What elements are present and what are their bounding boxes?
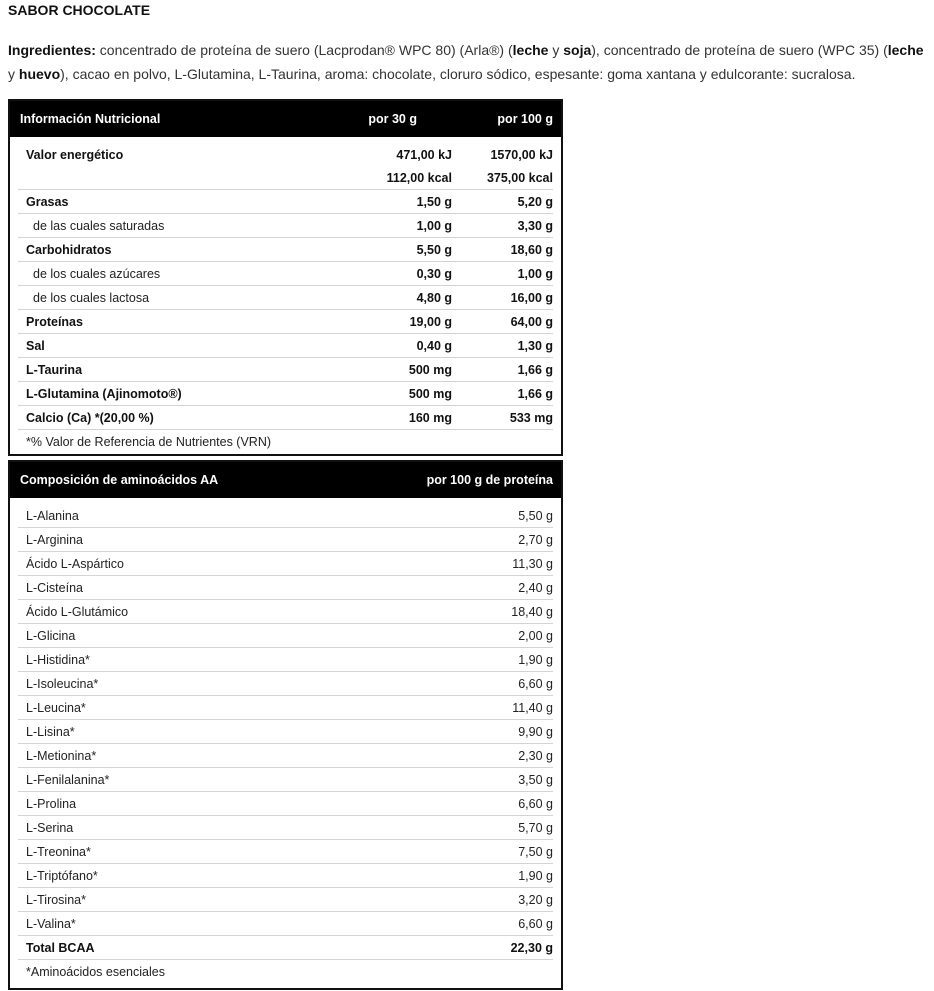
- nutrition-header-per-30g: por 30 g: [368, 112, 417, 126]
- table-row: [18, 214, 553, 238]
- table-row: [18, 936, 553, 960]
- amino-rows: [18, 504, 553, 983]
- row-value-per-100g: 64,00 g: [510, 315, 553, 329]
- table-row: [18, 744, 553, 768]
- row-value: 2,30 g: [518, 749, 553, 763]
- row-value: 6,60 g: [518, 677, 553, 691]
- row-value: 7,50 g: [518, 845, 553, 859]
- row-value: 5,70 g: [518, 821, 553, 835]
- row-label: L-Glicina: [26, 629, 76, 643]
- row-label: Total BCAA: [26, 941, 95, 955]
- row-value-per-30g: 160 mg: [408, 411, 452, 425]
- table-row: [18, 912, 553, 936]
- row-label: Calcio (Ca) *(20,00 %): [26, 411, 154, 425]
- row-label: L-Alanina: [26, 509, 79, 523]
- footnote-text: *% Valor de Referencia de Nutrientes (VRN): [26, 435, 272, 449]
- table-row: [18, 358, 553, 382]
- row-label: Proteínas: [26, 315, 83, 329]
- allergen-huevo: huevo: [18, 66, 61, 82]
- row-value: 2,40 g: [518, 581, 553, 595]
- ingredients-text-2: y: [548, 42, 564, 58]
- row-value-per-30g: 0,30 g: [416, 267, 452, 281]
- table-row: [18, 406, 553, 430]
- row-label: Ácido L-Aspártico: [26, 557, 124, 571]
- row-value: 22,30 g: [510, 941, 553, 955]
- row-value-per-30g: 1,00 g: [416, 219, 452, 233]
- ingredients-paragraph: [8, 38, 932, 86]
- row-label: Ácido L-Glutámico: [26, 605, 129, 619]
- table-row: [18, 190, 553, 214]
- row-label: L-Fenilalanina*: [26, 773, 110, 787]
- row-label: de los cuales lactosa: [33, 291, 150, 305]
- row-value-per-100g: 5,20 g: [517, 195, 553, 209]
- table-row: [18, 648, 553, 672]
- row-value: 6,60 g: [518, 797, 553, 811]
- footnote-text: *Aminoácidos esenciales: [26, 965, 165, 979]
- table-row: [18, 888, 553, 912]
- row-value-per-100g: 1570,00 kJ: [490, 148, 553, 162]
- row-label: L-Isoleucina*: [26, 677, 99, 691]
- table-row: [18, 864, 553, 888]
- row-value-per-100g: 1,00 g: [517, 267, 553, 281]
- amino-header-label: Composición de aminoácidos AA: [20, 473, 219, 487]
- row-label: L-Triptófano*: [26, 869, 98, 883]
- row-value-per-100g: 1,30 g: [517, 339, 553, 353]
- allergen-soja: soja: [563, 42, 592, 58]
- row-value-per-30g: 0,40 g: [416, 339, 452, 353]
- page-title: SABOR CHOCOLATE: [8, 2, 151, 18]
- row-value-per-30g: 5,50 g: [416, 243, 452, 257]
- row-value-per-100g: 18,60 g: [510, 243, 553, 257]
- row-label: L-Serina: [26, 821, 74, 835]
- row-value-per-100g: 533 mg: [509, 411, 553, 425]
- row-value: 9,90 g: [518, 725, 553, 739]
- row-label: L-Prolina: [26, 797, 77, 811]
- table-row: [18, 552, 553, 576]
- row-label: de las cuales saturadas: [33, 219, 165, 233]
- amino-footnote: [18, 960, 553, 983]
- table-row: [18, 816, 553, 840]
- table-row: [18, 382, 553, 406]
- nutrition-footnote: [18, 430, 553, 453]
- amino-table-header: [10, 462, 561, 498]
- row-label: L-Histidina*: [26, 653, 90, 667]
- row-value: 18,40 g: [511, 605, 553, 619]
- table-row: [18, 792, 553, 816]
- row-value: 3,50 g: [518, 773, 553, 787]
- row-value: 5,50 g: [518, 509, 553, 523]
- table-row: [18, 720, 553, 744]
- amino-header-per-100g-protein: por 100 g de proteína: [426, 473, 553, 487]
- row-value-per-30g: 19,00 g: [409, 315, 452, 329]
- allergen-leche-1: leche: [512, 42, 549, 58]
- nutrition-rows: [18, 143, 553, 453]
- row-label: Carbohidratos: [26, 243, 112, 257]
- ingredients-text-3: ), concentrado de proteína de suero (WPC 35) (: [591, 42, 888, 58]
- table-row: [18, 238, 553, 262]
- row-value-per-100g: 3,30 g: [517, 219, 553, 233]
- row-value-per-30g: 500 mg: [408, 387, 452, 401]
- table-row: [18, 696, 553, 720]
- row-label: Sal: [26, 339, 45, 353]
- row-value-per-100g: 375,00 kcal: [486, 171, 553, 185]
- nutrition-table-header: [10, 101, 561, 137]
- table-row: [18, 624, 553, 648]
- row-label: Grasas: [26, 195, 69, 209]
- nutrition-table: [8, 99, 563, 456]
- table-row: [18, 262, 553, 286]
- row-label: de los cuales azúcares: [33, 267, 161, 281]
- row-value-per-100g: 16,00 g: [510, 291, 553, 305]
- table-row: [18, 334, 553, 358]
- row-label: L-Arginina: [26, 533, 83, 547]
- nutrition-header-label: Información Nutricional: [20, 112, 161, 126]
- table-row: [18, 166, 553, 190]
- row-label: L-Metionina*: [26, 749, 97, 763]
- table-row: [18, 286, 553, 310]
- row-label: L-Treonina*: [26, 845, 91, 859]
- row-value-per-100g: 1,66 g: [517, 363, 553, 377]
- ingredients-text-1: concentrado de proteína de suero (Lacprodan® WPC 80) (Arla®) (: [95, 42, 513, 58]
- row-value-per-30g: 1,50 g: [416, 195, 452, 209]
- row-label: L-Taurina: [26, 363, 83, 377]
- ingredients-text-5: ), cacao en polvo, L-Glutamina, L-Taurina, aroma: chocolate, cloruro sódico, espesante: goma xantana y edulcorante: sucralosa.: [60, 66, 856, 82]
- row-label: L-Lisina*: [26, 725, 75, 739]
- table-row: [18, 504, 553, 528]
- row-value: 3,20 g: [518, 893, 553, 907]
- row-value: 6,60 g: [518, 917, 553, 931]
- row-value: 11,30 g: [512, 557, 553, 571]
- table-row: [18, 310, 553, 334]
- table-row: [18, 576, 553, 600]
- row-value: 1,90 g: [518, 653, 553, 667]
- amino-acids-table: [8, 460, 563, 990]
- row-value: 2,00 g: [518, 629, 553, 643]
- table-row: [18, 528, 553, 552]
- row-value-per-30g: 112,00 kcal: [386, 171, 452, 185]
- ingredients-text-4: y: [8, 66, 19, 82]
- table-row: [18, 143, 553, 166]
- row-value: 2,70 g: [518, 533, 553, 547]
- row-value-per-30g: 4,80 g: [416, 291, 452, 305]
- row-label: L-Cisteína: [26, 581, 83, 595]
- row-label: L-Tirosina*: [26, 893, 86, 907]
- allergen-leche-2: leche: [887, 42, 924, 58]
- table-row: [18, 768, 553, 792]
- row-label: Valor energético: [26, 148, 124, 162]
- row-value-per-100g: 1,66 g: [517, 387, 553, 401]
- table-row: [18, 672, 553, 696]
- row-label: L-Glutamina (Ajinomoto®): [26, 387, 182, 401]
- row-value-per-30g: 471,00 kJ: [396, 148, 452, 162]
- row-label: L-Leucina*: [26, 701, 86, 715]
- row-label: L-Valina*: [26, 917, 76, 931]
- row-value: 11,40 g: [512, 701, 553, 715]
- ingredients-label: Ingredientes:: [8, 42, 96, 58]
- row-value: 1,90 g: [518, 869, 553, 883]
- row-value-per-30g: 500 mg: [408, 363, 452, 377]
- table-row: [18, 600, 553, 624]
- table-row: [18, 840, 553, 864]
- nutrition-header-per-100g: por 100 g: [497, 112, 553, 126]
